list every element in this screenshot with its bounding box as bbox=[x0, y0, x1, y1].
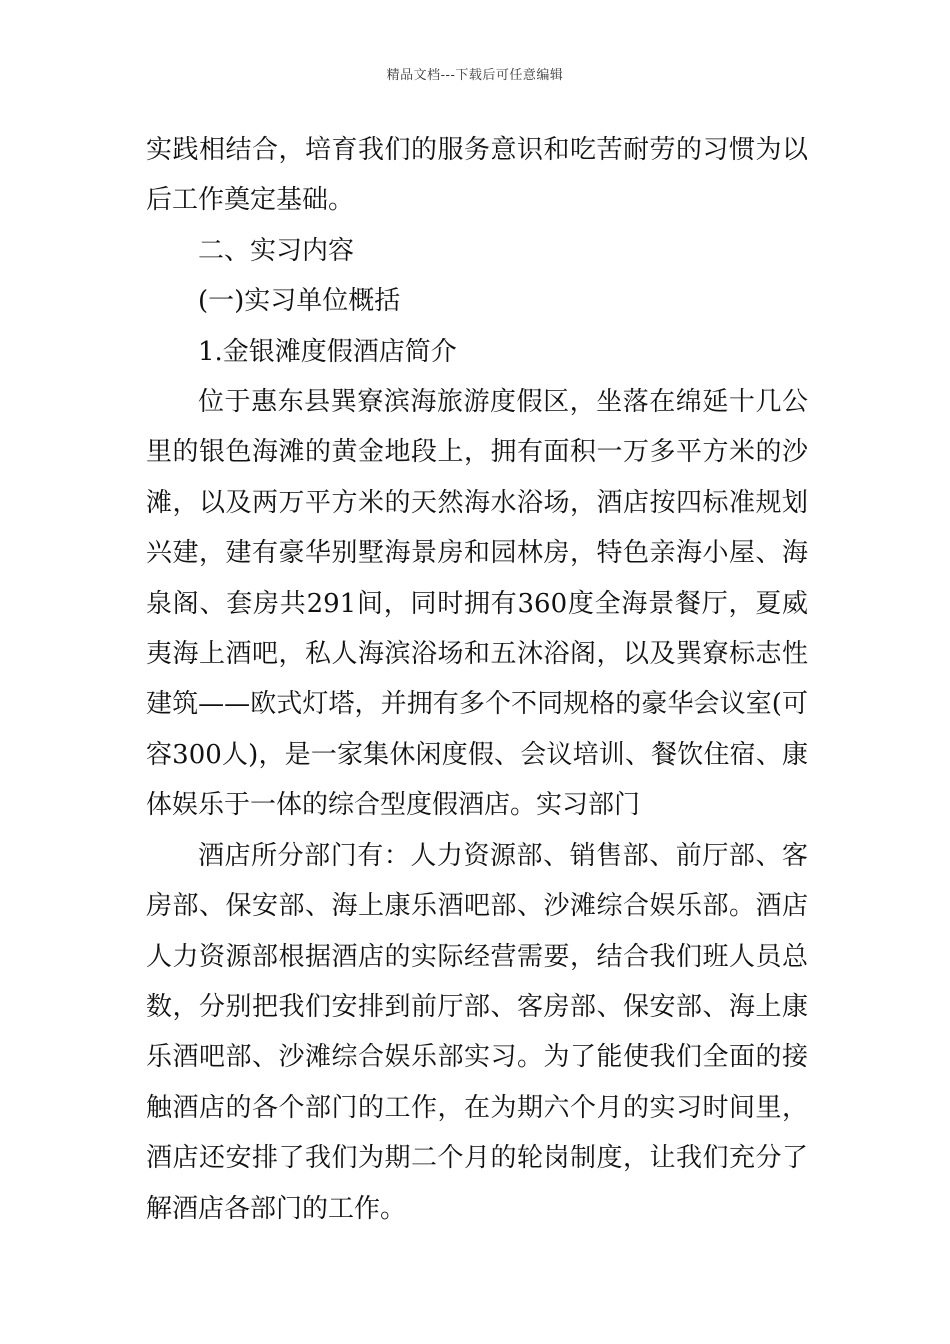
document-body bbox=[146, 125, 808, 1234]
section-heading: 二、实习内容 bbox=[198, 235, 355, 266]
item-heading: 1.金银滩度假酒店简介 bbox=[198, 336, 457, 367]
paragraph-continuation: 实践相结合，培育我们的服务意识和吃苦耐劳的习惯为以后工作奠定基础。 bbox=[146, 135, 808, 216]
page-header: 精品文档---下载后可任意编辑 bbox=[386, 68, 564, 83]
subsection-heading: (一)实习单位概括 bbox=[198, 286, 401, 317]
paragraph-departments: 酒店所分部门有：人力资源部、销售部、前厅部、客房部、保安部、海上康乐酒吧部、沙滩综合娱乐部。酒店人力资源部根据酒店的实际经营需要，结合我们班人员总数，分别把我们安排到前厅部、客房部、保安部、海上康乐酒吧部、沙滩综合娱乐部实习。为了能使我们全面的接触酒店的各个部门的工作，在为期六个月的实习时间里，酒店还安排了我们为期二个月的轮岗制度，让我们充分了解酒店各部门的工作。 bbox=[146, 840, 808, 1224]
paragraph-hotel-intro: 位于惠东县巽寮滨海旅游度假区，坐落在绵延十几公里的银色海滩的黄金地段上，拥有面积一万多平方米的沙滩，以及两万平方米的天然海水浴场，酒店按四标准规划兴建，建有豪华别墅海景房和园林房，特色亲海小屋、海泉阁、套房共291间，同时拥有360度全海景餐厅，夏威夷海上酒吧，私人海滨浴场和五沐浴阁，以及巽寮标志性建筑——欧式灯塔，并拥有多个不同规格的豪华会议室(可容300人)，是一家集休闲度假、会议培训、餐饮住宿、康体娱乐于一体的综合型度假酒店。实习部门 bbox=[146, 387, 808, 821]
